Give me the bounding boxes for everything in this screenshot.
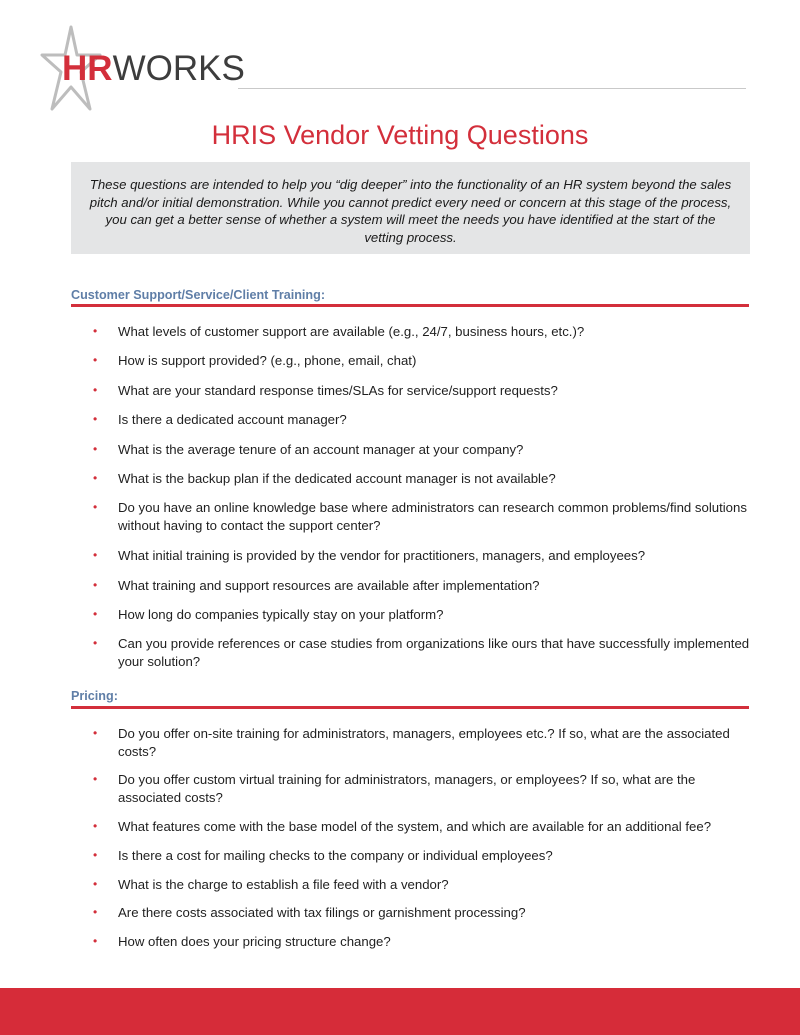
bullet-icon: •	[93, 353, 98, 367]
logo-works-text: WORKS	[112, 49, 245, 88]
section-heading-customer-support: Customer Support/Service/Client Training:	[71, 288, 326, 302]
page-header	[0, 0, 800, 115]
question-text: Do you have an online knowledge base where administrators can research common problems/find solutions without having to contact the support center?	[118, 500, 747, 533]
bullet-icon: •	[93, 471, 98, 485]
question-text: Are there costs associated with tax filings or garnishment processing?	[118, 905, 526, 920]
bullet-icon: •	[93, 819, 98, 833]
question-text: What features come with the base model of the system, and which are available for an additional fee?	[118, 819, 712, 834]
question-text: What training and support resources are available after implementation?	[118, 578, 540, 593]
question-text: How long do companies typically stay on your platform?	[118, 607, 444, 622]
bullet-icon: •	[93, 324, 98, 338]
question-text: Is there a cost for mailing checks to the company or individual employees?	[118, 848, 553, 863]
brand-logo	[62, 49, 245, 89]
header-divider	[238, 88, 746, 89]
bullet-icon: •	[93, 772, 98, 786]
intro-box	[71, 162, 750, 254]
bullet-icon: •	[93, 934, 98, 948]
bullet-icon: •	[93, 500, 98, 514]
question-text: What is the backup plan if the dedicated account manager is not available?	[118, 471, 556, 486]
question-text: How is support provided? (e.g., phone, email, chat)	[118, 353, 417, 368]
bullet-icon: •	[93, 877, 98, 891]
question-text: Do you offer on-site training for administrators, managers, employees etc.? If so, what are the associated costs?	[118, 726, 730, 759]
bullet-icon: •	[93, 636, 98, 650]
bullet-icon: •	[93, 607, 98, 621]
question-text: What is the charge to establish a file feed with a vendor?	[118, 877, 449, 892]
question-text: What is the average tenure of an account manager at your company?	[118, 442, 524, 457]
bullet-icon: •	[93, 905, 98, 919]
question-text: What levels of customer support are available (e.g., 24/7, business hours, etc.)?	[118, 324, 585, 339]
question-text: Can you provide references or case studies from organizations like ours that have successfully implemented your solution?	[118, 636, 750, 669]
intro-text: These questions are intended to help you “dig deeper” into the functionality of an HR system beyond the sales pitch and/or initial demonstration. While you cannot predict every need or concern at this stage of the process, you can get a better sense of whether a system will meet the needs you have identified at the start of the vetting process.	[89, 177, 732, 245]
section-divider	[71, 304, 749, 307]
question-text: What initial training is provided by the vendor for practitioners, managers, and employees?	[118, 548, 646, 563]
bullet-icon: •	[93, 578, 98, 592]
bullet-icon: •	[93, 412, 98, 426]
bullet-icon: •	[93, 383, 98, 397]
question-text: Do you offer custom virtual training for administrators, managers, or employees? If so, what are the associated costs?	[118, 772, 696, 805]
bullet-icon: •	[93, 442, 98, 456]
page-title: HRIS Vendor Vetting Questions	[211, 120, 589, 150]
section-divider	[71, 706, 749, 709]
question-text: What are your standard response times/SLAs for service/support requests?	[118, 383, 558, 398]
footer-bar	[0, 988, 800, 1035]
logo-hr-text: HR	[62, 49, 113, 88]
bullet-icon: •	[93, 548, 98, 562]
question-text: Is there a dedicated account manager?	[118, 412, 347, 427]
question-text: How often does your pricing structure change?	[118, 934, 391, 949]
bullet-icon: •	[93, 848, 98, 862]
section-heading-pricing: Pricing:	[71, 689, 118, 703]
bullet-icon: •	[93, 726, 98, 740]
